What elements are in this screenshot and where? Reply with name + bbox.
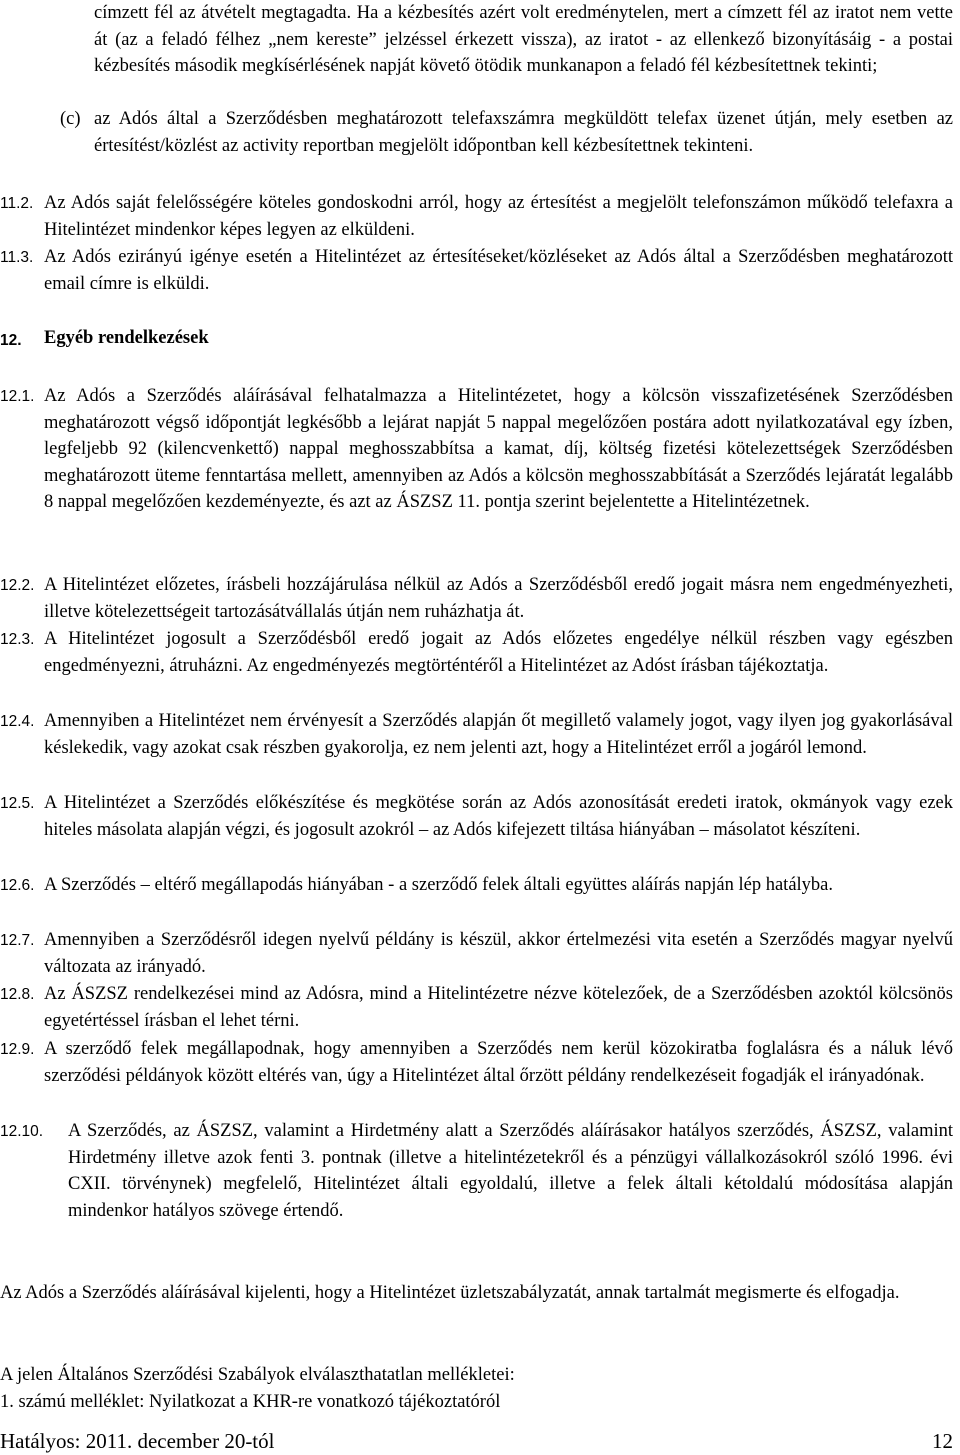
section-12-9-text: A szerződő felek megállapodnak, hogy amennyiben a Szerződés nem kerül közokiratba foglalásra és a náluk lévő szerződési példányok között eltérés van, úgy a Hitelintézet által őrzött példány rendelkezéseit fogadják el irányadónak.	[44, 1039, 953, 1086]
section-12-6-number: 12.6.	[0, 877, 35, 894]
list-item-c-label: (c)	[60, 109, 81, 129]
section-12-9-number: 12.9.	[0, 1041, 35, 1058]
list-item-c-text: az Adós által a Szerződésben meghatározott telefaxszámra megküldött telefax üzenet útján, mely esetben az értesítést/közlést az activity reportban megjelölt időpontban kell kézbesítettnek tekinteni.	[94, 109, 953, 156]
intro-text: címzett fél az átvételt megtagadta. Ha a kézbesítés azért volt eredménytelen, mert a címzett fél az iratot nem vette át (az a feladó félhez „nem kereste” jelzéssel érkezett vissza), az iratot - az ellenkező bizonyításáig - a postai kézbesítés második megkísérlésének napját követő ötödik munkanapon a feladó fél kézbesítettnek tekinti;	[94, 3, 953, 76]
section-12-10-text: A Szerződés, az ÁSZSZ, valamint a Hirdetmény alatt a Szerződés aláírásakor hatályos szerződés, ÁSZSZ, valamint Hirdetmény illetve azok fenti 3. pontnak (illetve a hitelintézetekről és a pénzügyi vállalkozásokról szóló 1996. évi CXII. törvénynek) megfelelő, Hitelintézet általi egyoldalú, illetve a felek általi kétoldalú módosítása alapján mindenkor hatályos szövege értendő.	[68, 1121, 953, 1221]
section-12-1-number: 12.1.	[0, 388, 35, 405]
section-12-5-text: A Hitelintézet a Szerződés előkészítése és megkötése során az Adós azonosítását eredeti iratok, okmányok vagy ezek hiteles másolata alapján végzi, és jogosult azokról – az Adós kifejezett tiltása hiányában – másolatot készíteni.	[44, 793, 953, 840]
section-11-2-number: 11.2.	[0, 195, 34, 212]
section-12-3-number: 12.3.	[0, 631, 35, 648]
annex-1: 1. számú melléklet: Nyilatkozat a KHR-re vonatkozó tájékoztatóról	[0, 1392, 501, 1412]
section-12-10-number: 12.10.	[0, 1123, 44, 1140]
section-12-7-number: 12.7.	[0, 932, 35, 949]
section-11-2-text: Az Adós saját felelősségére köteles gondoskodni arról, hogy az értesítést a megjelölt telefonszámon működő telefaxra a Hitelintézet mindenkor képes legyen az elküldeni.	[44, 193, 953, 240]
closing-statement: Az Adós a Szerződés aláírásával kijelenti, hogy a Hitelintézet üzletszabályzatát, annak tartalmát megismerte és elfogadja.	[0, 1283, 900, 1303]
section-12-1-text: Az Adós a Szerződés aláírásával felhatalmazza a Hitelintézetet, hogy a kölcsön visszafizetésének Szerződésben meghatározott végső időpontját legkésőbb a lejárat napját 5 nappal megelőzően postára adott nyilatkozatával egy ízben, legfeljebb 92 (kilencvenkettő) nappal meghosszabbítsa a kamat, díj, költség fizetési kötelezettségek Szerződésben meghatározott üteme fenntartása mellett, amennyiben az Adós a kölcsön meghosszabbítását a Szerződés lejáratát legalább 8 nappal megelőzően kezdeményezte, és azt az ÁSZSZ 11. pontja szerint bejelentette a Hitelintézetnek.	[44, 386, 953, 512]
footer-page-number: 12	[932, 1429, 953, 1453]
section-12-2-number: 12.2.	[0, 577, 35, 594]
section-12-7-text: Amennyiben a Szerződésről idegen nyelvű példány is készül, akkor értelmezési vita esetén a Szerződés magyar nyelvű változata az irányadó.	[44, 930, 953, 977]
footer-effective-date: Hatályos: 2011. december 20-tól	[0, 1429, 275, 1453]
section-12-3-text: A Hitelintézet jogosult a Szerződésből eredő jogait az Adós előzetes engedélye nélkül részben vagy egészben engedményezni, átruházni. Az engedményezés megtörténtéről a Hitelintézet az Adóst írásban tájékoztatja.	[44, 629, 953, 676]
section-12-4-text: Amennyiben a Hitelintézet nem érvényesít a Szerződés alapján őt megillető valamely jogot, vagy ilyen jog gyakorlásával késlekedik, vagy azokat csak részben gyakorolja, ez nem jelenti azt, hogy a Hitelintézet erről a jogáról lemond.	[44, 711, 953, 758]
section-11-3-text: Az Adós ezirányú igénye esetén a Hitelintézet az értesítéseket/közléseket az Adós által a Szerződésben meghatározott email címre is elküldi.	[44, 247, 953, 294]
section-12-4-number: 12.4.	[0, 713, 35, 730]
section-12-title: Egyéb rendelkezések	[44, 328, 209, 348]
section-12-6-text: A Szerződés – eltérő megállapodás hiányában - a szerződő felek általi együttes aláírás napján lép hatályba.	[44, 875, 834, 895]
section-12-5-number: 12.5.	[0, 795, 35, 812]
section-11-3-number: 11.3.	[0, 249, 34, 266]
section-12-2-text: A Hitelintézet előzetes, írásbeli hozzájárulása nélkül az Adós a Szerződésből eredő jogait másra nem engedményezheti, illetve kötelezettségeit tartozásátvállalás útján nem ruházhatja át.	[44, 575, 953, 622]
annex-intro: A jelen Általános Szerződési Szabályok elválaszthatatlan mellékletei:	[0, 1365, 515, 1385]
section-12-8-text: Az ÁSZSZ rendelkezései mind az Adósra, mind a Hitelintézetre nézve kötelezőek, de a Szerződésben azoktól kölcsönös egyetértéssel írásban el lehet térni.	[44, 984, 953, 1031]
section-12-8-number: 12.8.	[0, 986, 35, 1003]
section-12-number: 12.	[0, 332, 22, 349]
